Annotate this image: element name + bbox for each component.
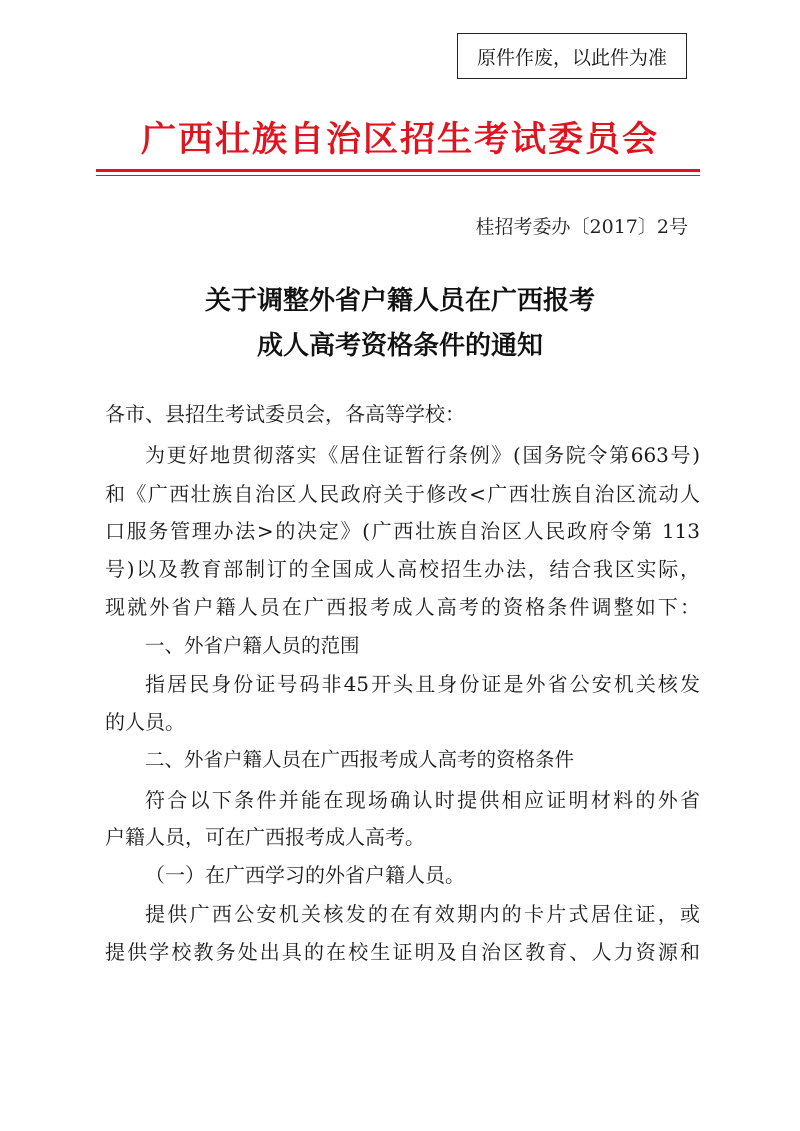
section-1-heading: 一、外省户籍人员的范围	[145, 634, 360, 657]
subsection-1-line-1: 提供广西公安机关核发的在有效期内的卡片式居住证，或	[145, 902, 700, 926]
salutation: 各市、县招生考试委员会，各高等学校：	[105, 402, 465, 426]
subsection-1-heading: （一）在广西学习的外省户籍人员。	[145, 863, 465, 887]
intro-line-1: 为更好地贯彻落实《居住证暂行条例》(国务院令第663号)	[145, 443, 700, 467]
issuing-organization-title: 广西壮族自治区招生考试委员会	[140, 119, 659, 160]
intro-line-5: 现就外省户籍人员在广西报考成人高考的资格条件调整如下：	[105, 595, 700, 619]
red-header-rule-thick	[96, 169, 700, 172]
notice-title-line-2: 成人高考资格条件的通知	[256, 331, 543, 361]
intro-line-3: 口服务管理办法>的决定》(广西壮族自治区人民政府令第 113	[105, 519, 700, 543]
original-void-stamp: 原件作废，以此件为准	[457, 33, 687, 79]
intro-line-2: 和《广西壮族自治区人民政府关于修改<广西壮族自治区流动人	[105, 482, 700, 506]
document-number: 桂招考委办〔2017〕2号	[475, 216, 688, 238]
section-2-line-1: 符合以下条件并能在现场确认时提供相应证明材料的外省	[145, 788, 700, 812]
red-header-rule-thin	[96, 175, 700, 176]
intro-line-4: 号)以及教育部制订的全国成人高校招生办法，结合我区实际，	[105, 557, 700, 581]
section-2-line-2: 户籍人员，可在广西报考成人高考。	[105, 825, 425, 849]
section-1-line-2: 的人员。	[105, 710, 185, 734]
section-2-heading: 二、外省户籍人员在广西报考成人高考的资格条件	[145, 748, 575, 771]
notice-title-line-1: 关于调整外省户籍人员在广西报考	[204, 286, 595, 316]
subsection-1-line-2: 提供学校教务处出具的在校生证明及自治区教育、人力资源和	[105, 940, 700, 964]
section-1-line-1: 指居民身份证号码非45开头且身份证是外省公安机关核发	[145, 672, 700, 696]
